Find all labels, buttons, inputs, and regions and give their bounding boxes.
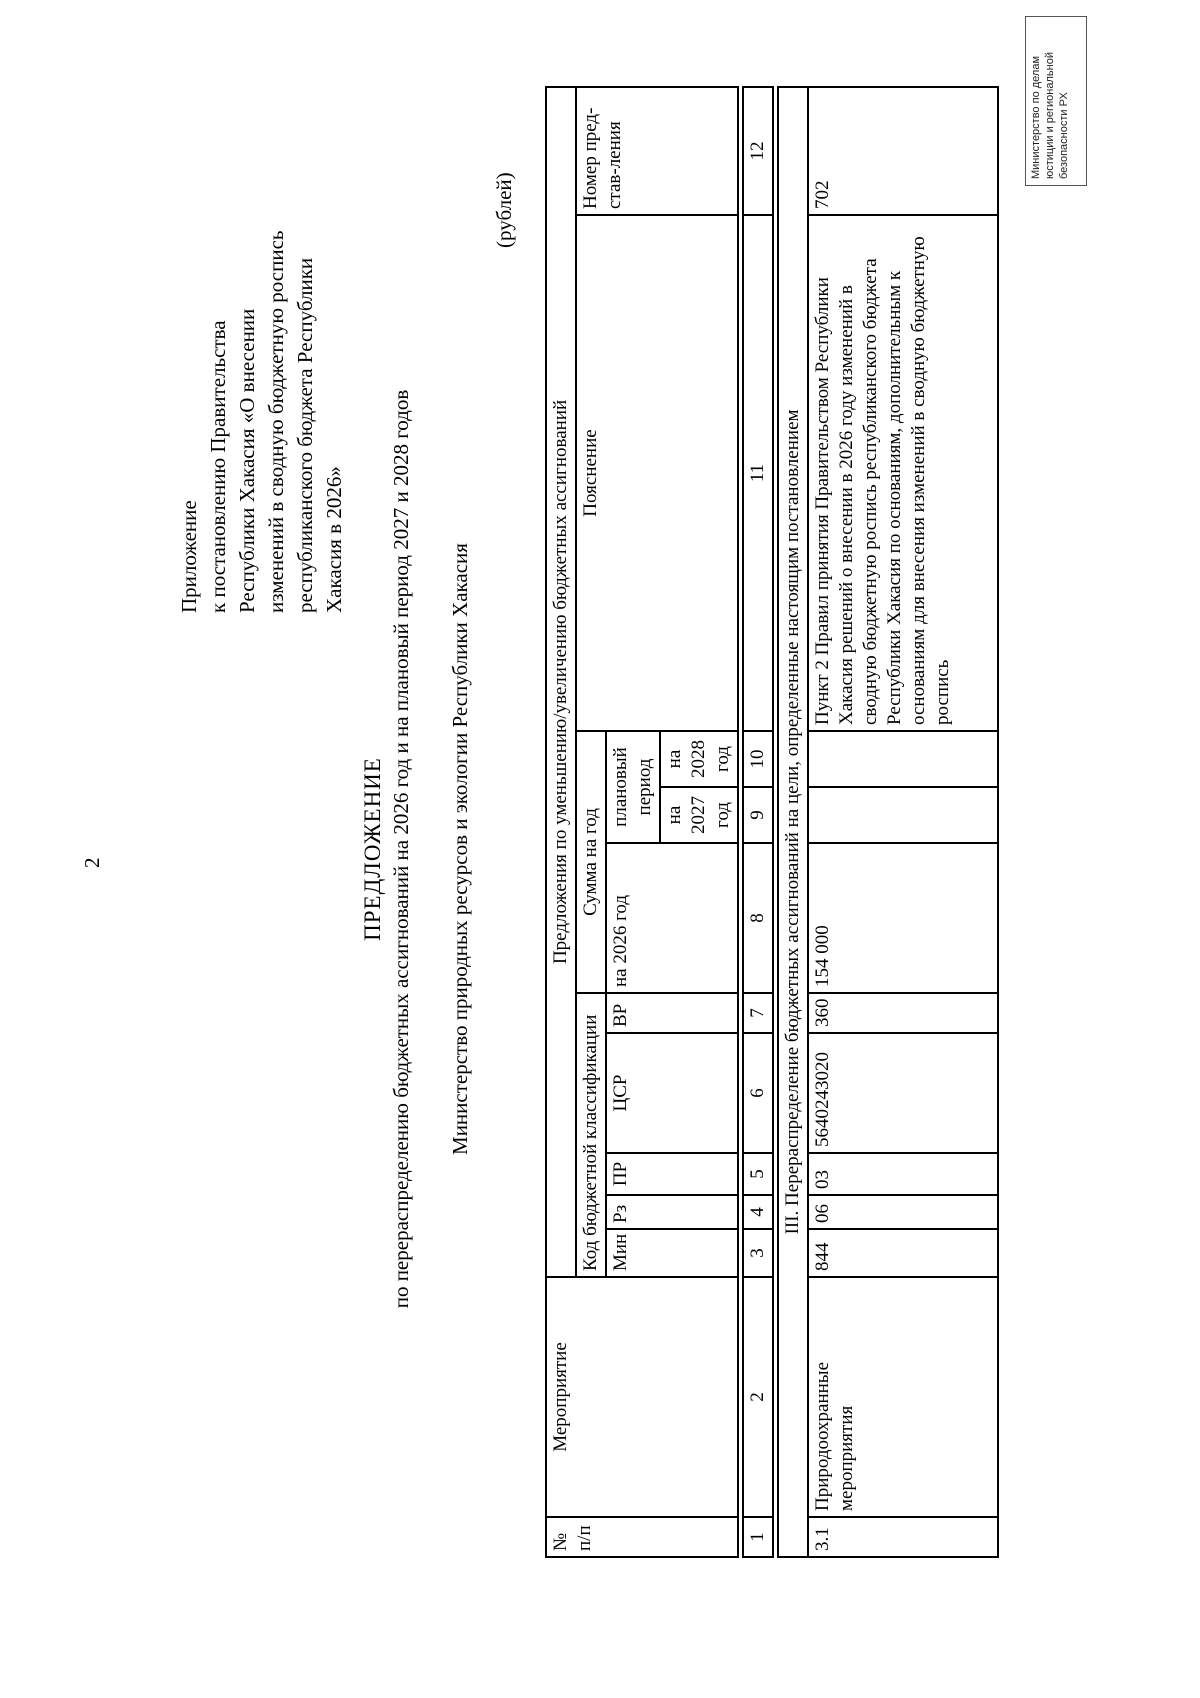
- stamp-line: безопасности РХ: [1058, 92, 1070, 179]
- col-number: 3: [743, 1229, 773, 1277]
- appendix-line: изменений в сводную бюджетную роспись: [264, 230, 288, 613]
- appendix-line: Хакасия в 2026»: [322, 466, 346, 613]
- col-number: 2: [743, 1277, 773, 1517]
- cell-min: 844: [808, 1229, 998, 1277]
- header-pr: ПР: [606, 1153, 738, 1195]
- cell-pr: 03: [808, 1153, 998, 1195]
- header-csr: ЦСР: [606, 1033, 738, 1153]
- header-sum-group: Сумма на год: [576, 731, 606, 993]
- header-y2026: на 2026 год: [606, 843, 738, 993]
- appendix-note: [175, 193, 349, 613]
- stamp-line: юстиции и региональной: [1044, 52, 1056, 179]
- header-y2027: на 2027 год: [660, 787, 738, 843]
- column-numbers-row: [743, 87, 773, 1557]
- ministry-name: Министерство природных ресурсов и экологии Республики Хакасия: [448, 543, 472, 1155]
- cell-csr: 5640243020: [808, 1033, 998, 1153]
- col-number: 9: [743, 787, 773, 843]
- cell-explanation: Пункт 2 Правил принятия Правительством Республики Хакасия решений о внесении в 2026 году изменений в сводную бюджетную роспись республиканского бюджета Республики Хакасия по основаниям, дополнительным к основаниям для внесения изменений в сводную бюджетную роспись: [808, 215, 998, 731]
- cell-y2028: [808, 731, 998, 787]
- cell-activity: Природоохранные мероприятия: [808, 1277, 998, 1517]
- section-row: [778, 87, 808, 1557]
- col-number: 10: [743, 731, 773, 787]
- header-explanation: Пояснение: [576, 215, 738, 731]
- document-title: ПРЕДЛОЖЕНИЕ: [360, 757, 385, 941]
- section-title: III. Перераспределение бюджетных ассигнований на цели, определенные настоящим постановлением: [778, 87, 808, 1557]
- col-number: 12: [743, 87, 773, 215]
- cell-y2026: 154 000: [808, 843, 998, 993]
- header-min: Мин: [606, 1229, 738, 1277]
- header-vr: ВР: [606, 993, 738, 1033]
- registration-stamp: [1025, 16, 1087, 186]
- document-subtitle: по перераспределению бюджетных ассигнований на 2026 год и на плановый период 2027 и 2028 годов: [389, 389, 413, 1309]
- appendix-line: Приложение: [177, 500, 201, 613]
- header-proposals: Предложения по уменьшению/увеличению бюджетных ассигнований: [546, 87, 576, 1277]
- header-code-group: Код бюджетной классификации: [576, 993, 606, 1277]
- col-number: 4: [743, 1195, 773, 1229]
- header-row: [546, 87, 576, 1557]
- appendix-line: республиканского бюджета Республики: [293, 257, 317, 613]
- table-row: [808, 87, 998, 1557]
- col-number: 7: [743, 993, 773, 1033]
- cell-rep-number: 702: [808, 87, 998, 215]
- cell-y2027: [808, 787, 998, 843]
- col-number: 1: [743, 1517, 773, 1557]
- col-number: 8: [743, 843, 773, 993]
- header-activity: Мероприятие: [546, 1277, 738, 1517]
- allocation-table: [545, 86, 999, 1558]
- header-rz: Рз: [606, 1195, 738, 1229]
- header-rep-number: Номер пред-став-ления: [576, 87, 738, 215]
- units-label: (рублей): [492, 172, 516, 248]
- cell-rz: 06: [808, 1195, 998, 1229]
- appendix-line: Республики Хакасия «О внесении: [235, 308, 259, 613]
- col-number: 11: [743, 215, 773, 731]
- header-plan-period: плановый период: [606, 731, 660, 843]
- header-y2028: на 2028 год: [660, 731, 738, 787]
- cell-num: 3.1: [808, 1517, 998, 1557]
- header-num: № п/п: [546, 1517, 738, 1557]
- page-number: 2: [80, 857, 104, 868]
- stamp-line: Министерство по делам: [1030, 55, 1042, 179]
- appendix-line: к постановлению Правительства: [206, 320, 230, 613]
- col-number: 6: [743, 1033, 773, 1153]
- col-number: 5: [743, 1153, 773, 1195]
- cell-vr: 360: [808, 993, 998, 1033]
